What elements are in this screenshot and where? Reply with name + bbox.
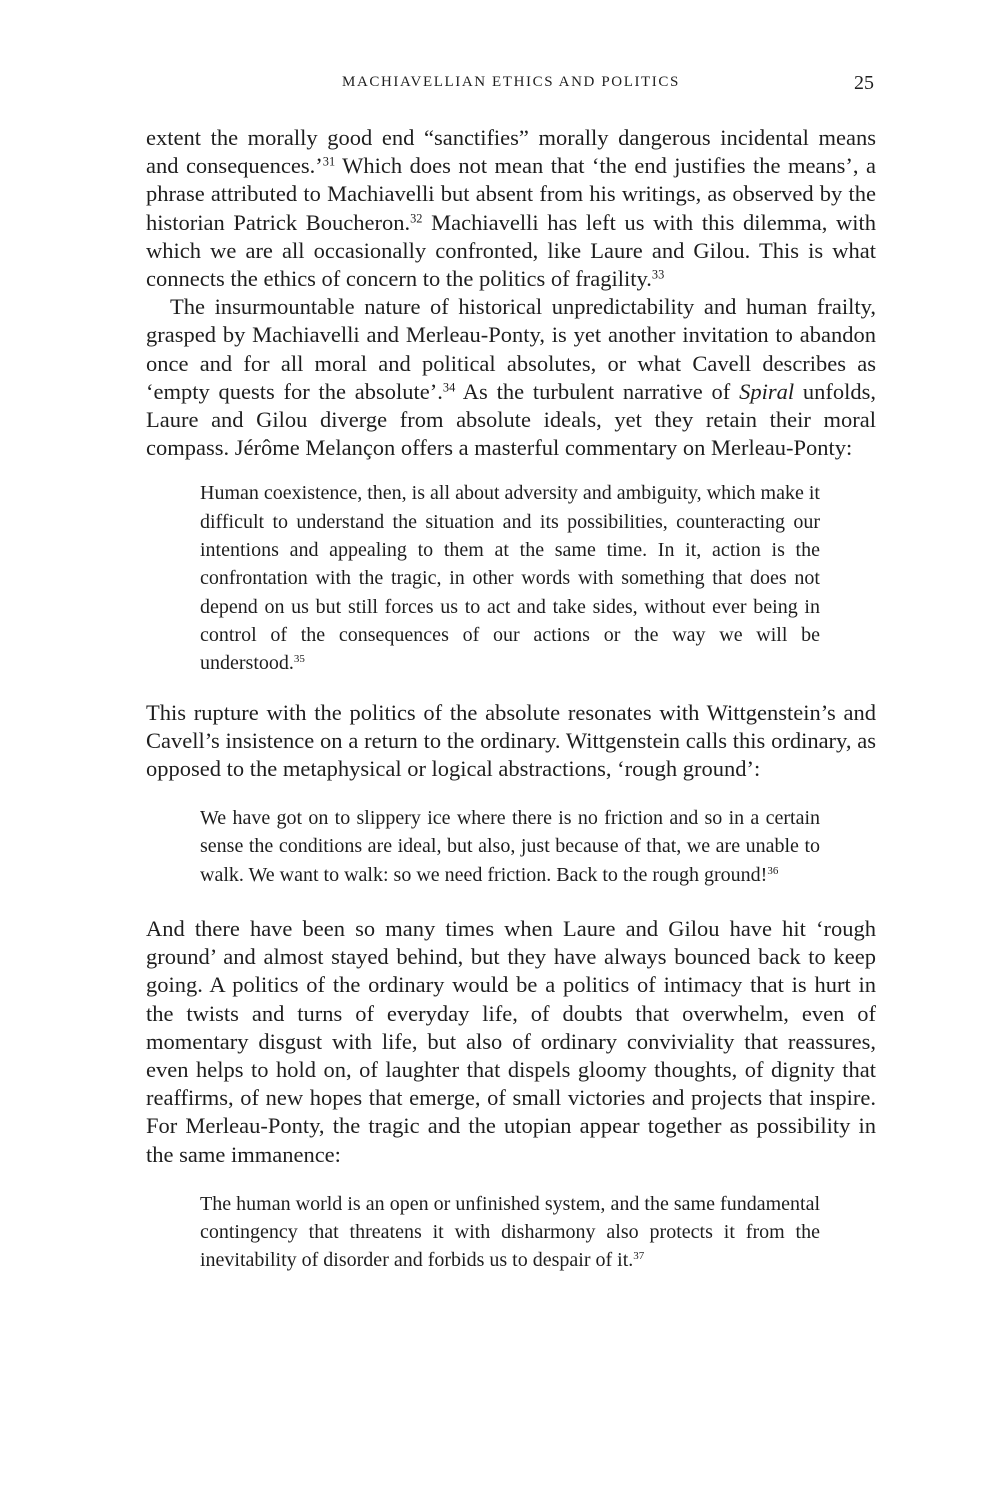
text-run: extent the morally good end “sanctifies” morally dangerous incidental means and consequences.’ [146,125,876,179]
text-run: As the turbulent narrative of [455,378,740,404]
running-title: MACHIAVELLIAN ETHICS AND POLITICS [342,74,680,90]
footnote-marker: 33 [651,267,665,282]
text-run: And there have been so many times when Laure and Gilou have hit ‘rough ground’ and almost stayed behind, but they have always bounced back to keep going. A politics of the ordinary would be a politics of intimacy that is hurt in the twists and turns of everyday life, of doubts that overwhelm, even of momentary disgust with life, but also of ordinary conviviality that reassures, even helps to hold on, of laughter that dispels gloomy thoughts, of dignity that reaffirms, of new hopes that emerge, of small victories and projects that inspire. For Merleau-Ponty, the tragic and the utopian appear together as possibility in the same immanence: [146,916,876,1167]
running-head [146,70,876,100]
page-number: 25 [854,72,874,94]
text-block [146,124,876,1275]
body-paragraph [146,915,876,1169]
block-quote [146,804,876,889]
body-paragraph [146,699,876,784]
text-run: This rupture with the politics of the absolute resonates with Wittgenstein’s and Cavell’s insistence on a return to the ordinary. Wittgenstein calls this ordinary, as opposed to the metaphysical or logical abstractions, ‘rough ground’: [146,699,876,781]
text-run: Human coexistence, then, is all about adversity and ambiguity, which make it difficult to understand the situation and its possibilities, counteracting our intentions and appealing to them at the same time. In it, action is the confrontation with the tragic, in other words with something that does not depend on us but still forces us to act and take sides, without ever being in control of the consequences of our actions or the way we will be understood. [200,482,820,675]
text-run: Which does not mean that ‘the end justifies the means’, a phrase attributed to Machiavelli but absent from his writings, as observed by the historian Patrick Boucheron. [146,153,876,235]
italic-title: Spiral [739,378,795,404]
text-run: The human world is an open or unfinished system, and the same fundamental contingency that threatens it with disharmony also protects it from the inevitability of disorder and forbids us to despair of it. [200,1192,820,1272]
block-quote [146,1190,876,1275]
footnote-marker: 36 [767,864,779,877]
footnote-marker: 32 [410,210,423,225]
footnote-marker: 31 [322,154,336,169]
footnote-marker: 34 [442,380,456,395]
footnote-marker: 35 [293,653,305,666]
block-quote [146,479,876,677]
text-run: Machiavelli has left us with this dilemma, with which we are all occasionally confronted, like Laure and Gilou. This is what connects the ethics of concern to the politics of fragility. [146,209,876,292]
body-paragraph [146,124,876,293]
footnote-marker: 37 [633,1250,645,1263]
body-paragraph [146,293,876,462]
text-run: We have got on to slippery ice where there is no friction and so in a certain sense the conditions are ideal, but also, just because of that, we are unable to walk. We want to walk: so we need friction. Back to the rough ground! [200,807,820,886]
text-run: The insurmountable nature of historical unpredictability and human frailty, grasped by Machiavelli and Merleau-Ponty, is yet another invitation to abandon once and for all moral and political absolutes, or what Cavell describes as ‘empty quests for the absolute’. [146,294,876,404]
text-run: unfolds, Laure and Gilou diverge from absolute ideals, yet they retain their moral compass. Jérôme Melançon offers a masterful commentary on Merleau-Ponty: [146,378,876,461]
